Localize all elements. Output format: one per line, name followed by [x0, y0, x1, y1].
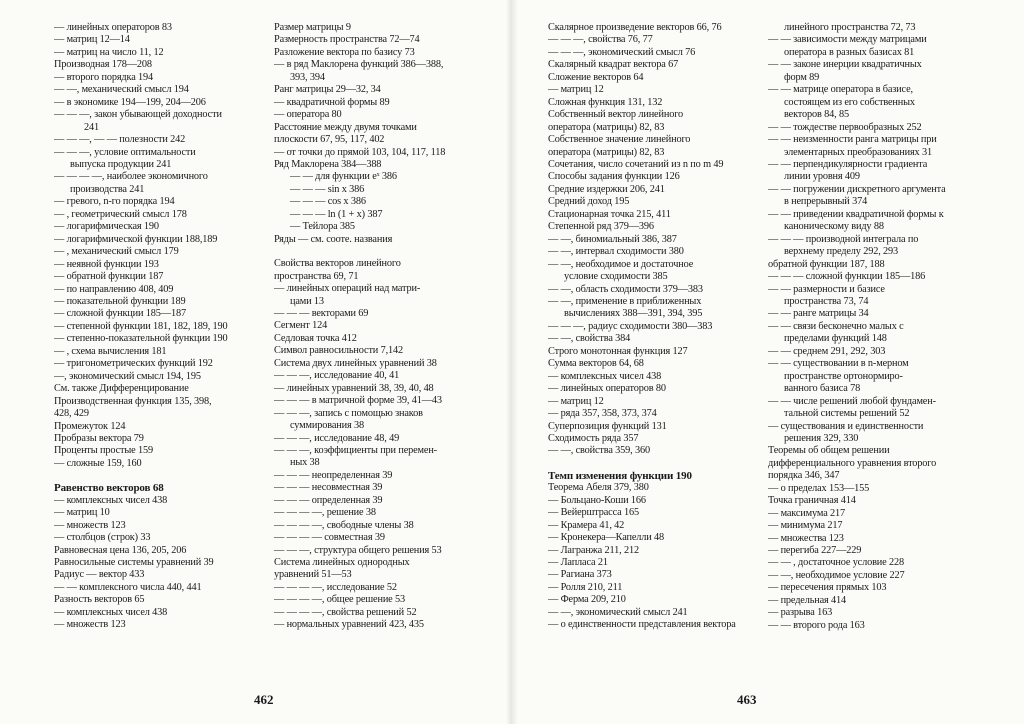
- index-entry: Равенство векторов 68: [54, 482, 164, 495]
- index-entry: — степенно-показательной функции 190: [54, 333, 228, 345]
- index-entry: в непрерывный 374: [784, 196, 868, 208]
- index-entry: Теоремы об общем решении: [768, 445, 890, 457]
- index-entry: — —, необходимое и достаточное: [548, 258, 694, 270]
- index-entry: — матриц 12: [548, 84, 604, 96]
- index-entry: — — — в матричной форме 39, 41—43: [274, 395, 442, 407]
- index-entry: тальной системы решений 52: [784, 408, 910, 420]
- index-entry: — Рагиана 373: [548, 569, 612, 581]
- index-entry: — оператора 80: [274, 109, 342, 121]
- index-entry: — — числе решений любой фундамен-: [768, 395, 936, 407]
- index-entry: — — для функции eˣ 386: [290, 171, 397, 183]
- index-entry: — —, необходимое условие 227: [768, 569, 905, 581]
- index-entry: — в экономике 194—199, 204—206: [54, 96, 206, 108]
- index-entry: — Лапласа 21: [548, 557, 608, 569]
- index-entry: — — ранге матрицы 34: [768, 308, 869, 320]
- index-entry: состоящем из его собственных: [784, 96, 915, 108]
- index-entry: Расстояние между двумя точками: [274, 121, 417, 133]
- index-entry: Производственная функция 135, 398,: [54, 395, 212, 407]
- index-entry: решения 329, 330: [784, 432, 859, 444]
- index-entry: Скалярный квадрат вектора 67: [548, 59, 679, 71]
- index-entry: — второго порядка 194: [54, 71, 154, 83]
- index-entry: Собственное значение линейного: [548, 134, 691, 146]
- index-entry: — сложные 159, 160: [54, 457, 142, 469]
- index-entry: — — —, запись с помощью знаков: [274, 407, 423, 419]
- index-entry: — Ролля 210, 211: [548, 581, 623, 593]
- index-entry: цами 13: [290, 295, 324, 307]
- index-entry: — минимума 217: [768, 520, 843, 532]
- index-entry: — матриц 12: [548, 395, 604, 407]
- index-entry: — — —, экономический смысл 76: [548, 46, 696, 58]
- index-entry: — линейных уравнений 38, 39, 40, 48: [274, 382, 434, 394]
- index-entry: — по направлению 408, 409: [54, 283, 174, 295]
- index-entry: Скалярное произведение векторов 66, 76: [548, 22, 722, 33]
- index-entry: — —, механический смысл 194: [54, 84, 189, 96]
- index-entry: — сложной функции 185—187: [54, 308, 186, 320]
- index-entry: оператора (матрицы) 82, 83: [548, 121, 665, 133]
- index-entry: — тригонометрических функций 192: [54, 358, 213, 370]
- index-entry: 428, 429: [54, 408, 89, 420]
- index-entry: дифференциального уравнения второго: [768, 457, 937, 469]
- index-entry: — — зависимости между матрицами: [768, 34, 927, 46]
- index-entry: Свойства векторов линейного: [274, 258, 401, 270]
- index-entry: — от точки до прямой 103, 104, 117, 118: [274, 146, 446, 158]
- index-entry: — пересечения прямых 103: [768, 582, 887, 594]
- index-entry: — — — — совместная 39: [274, 532, 385, 544]
- index-entry: Строго монотонная функция 127: [548, 345, 688, 357]
- index-entry: Промежуток 124: [54, 420, 126, 432]
- index-entry: — перегиба 227—229: [768, 545, 862, 557]
- index-entry: — —, свойства 359, 360: [548, 445, 651, 457]
- index-entry: пределами функций 148: [784, 333, 887, 345]
- index-entry: — — — —, общее решение 53: [274, 594, 406, 606]
- index-entry: — существования и единственности: [768, 420, 924, 432]
- book-gutter: [506, 0, 518, 724]
- index-entry: Темп изменения функции 190: [548, 469, 692, 482]
- index-entry: — Вейерштрасса 165: [548, 507, 639, 519]
- index-entry: — — — —, решение 38: [274, 507, 376, 519]
- index-entry: — предельная 414: [768, 594, 847, 606]
- index-entry: Размер матрицы 9: [274, 22, 351, 33]
- index-entry: — — — производной интеграла по: [768, 233, 919, 245]
- index-entry: векторов 84, 85: [784, 109, 849, 121]
- index-entry: — комплексных чисел 438: [54, 494, 168, 506]
- index-entry: выпуска продукции 241: [70, 158, 172, 170]
- index-entry: верхнему пределу 292, 293: [784, 246, 899, 258]
- index-entry: Теорема Абеля 379, 380: [548, 482, 649, 494]
- index-entry: — матриц на число 11, 12: [54, 46, 164, 58]
- index-entry: Ряд Маклорена 384—388: [274, 158, 382, 170]
- index-entry: См. также Дифференцирование: [54, 383, 189, 395]
- index-entry: Сложная функция 131, 132: [548, 96, 663, 108]
- index-entry: Сложение векторов 64: [548, 71, 644, 83]
- index-entry: — — —, свойства 76, 77: [548, 34, 653, 46]
- index-entry: — , схема вычисления 181: [54, 345, 167, 357]
- index-entry: Равновесная цена 136, 205, 206: [54, 544, 187, 556]
- index-entry: — — — —, свойства решений 52: [274, 606, 417, 618]
- index-entry: — Больцано-Коши 166: [548, 494, 646, 506]
- index-entry: — — —, структура общего решения 53: [274, 544, 442, 556]
- index-entry: — о единственности представления вектора: [548, 619, 736, 631]
- index-entry: Седловая точка 412: [274, 332, 357, 344]
- index-entry: форм 89: [784, 71, 820, 83]
- index-entry: — показательной функции 189: [54, 295, 186, 307]
- index-entry: Сумма векторов 64, 68: [548, 358, 644, 370]
- index-entry: — линейных операторов 83: [54, 22, 172, 33]
- index-column-2: [274, 22, 506, 632]
- index-entry: — — — векторами 69: [274, 307, 369, 319]
- index-entry: Средние издержки 206, 241: [548, 183, 665, 195]
- index-entry: — , геометрический смысл 178: [54, 208, 187, 220]
- index-entry: — — среднем 291, 292, 303: [768, 345, 886, 357]
- index-entry: — — —, исследование 40, 41: [274, 370, 400, 382]
- index-entry: Разложение вектора по базису 73: [274, 46, 415, 58]
- index-entry: —, экономический смысл 194, 195: [54, 370, 201, 382]
- index-entry: — — —, закон убывающей доходности: [54, 109, 222, 121]
- index-entry: порядка 346, 347: [768, 470, 840, 482]
- index-entry: — —, применение в приближенных: [548, 295, 702, 307]
- index-entry: Сегмент 124: [274, 320, 328, 332]
- index-entry: — ряда 357, 358, 373, 374: [548, 408, 657, 420]
- index-entry: — о пределах 153—155: [768, 482, 870, 494]
- index-entry: обратной функции 187, 188: [768, 258, 885, 270]
- index-column-1: [54, 22, 286, 632]
- index-entry: Пробразы вектора 79: [54, 432, 144, 444]
- index-entry: — , механический смысл 179: [54, 246, 179, 258]
- index-entry: — обратной функции 187: [54, 271, 164, 283]
- index-entry: — — матрице оператора в базисе,: [768, 84, 913, 96]
- index-entry: ных 38: [290, 457, 320, 469]
- index-entry: — матриц 10: [54, 507, 110, 519]
- index-entry: — — приведении квадратичной формы к: [768, 208, 944, 220]
- index-entry: Проценты простые 159: [54, 445, 153, 457]
- index-entry: оператора (матрицы) 82, 83: [548, 146, 665, 158]
- index-entry: — комплексных чисел 438: [548, 370, 662, 382]
- index-entry: — — второго рода 163: [768, 619, 865, 631]
- index-entry: — — , достаточное условие 228: [768, 557, 905, 569]
- index-entry: Собственный вектор линейного: [548, 109, 684, 121]
- index-entry: — — связи бесконечно малых с: [768, 320, 904, 332]
- index-entry: — —, свойства 384: [548, 333, 631, 345]
- index-entry: Система линейных однородных: [274, 557, 410, 569]
- index-entry: — — — несовместная 39: [274, 482, 383, 494]
- index-entry: — гревого, n-го порядка 194: [54, 196, 175, 208]
- index-entry: — неявной функции 193: [54, 258, 159, 270]
- index-entry: — —, биномиальный 386, 387: [548, 233, 677, 245]
- index-entry: Ранг матрицы 29—32, 34: [274, 84, 381, 96]
- index-entry: — Ферма 209, 210: [548, 594, 626, 606]
- index-entry: — столбцов (строк) 33: [54, 532, 151, 544]
- index-entry: — — — cos x 386: [290, 196, 366, 208]
- index-entry: — — —, условие оптимальности: [54, 146, 196, 158]
- index-entry: — — —, радиус сходимости 380—383: [548, 320, 713, 332]
- index-entry: — множеств 123: [54, 519, 126, 531]
- index-entry: ванного базиса 78: [784, 383, 861, 395]
- index-entry: — нормальных уравнений 423, 435: [274, 619, 424, 631]
- index-entry: 393, 394: [290, 71, 325, 83]
- index-entry: Система двух линейных уравнений 38: [274, 357, 437, 369]
- index-entry: плоскости 67, 95, 117, 402: [274, 134, 385, 146]
- index-entry: — — — неопределенная 39: [274, 469, 393, 481]
- index-entry: линии уровня 409: [784, 171, 860, 183]
- index-entry: — Крамера 41, 42: [548, 519, 625, 531]
- page-number-right: 463: [737, 692, 757, 707]
- index-entry: Суперпозиция функций 131: [548, 420, 667, 432]
- index-entry: — Тейлора 385: [290, 221, 355, 233]
- index-entry: — —, экономический смысл 241: [548, 606, 688, 618]
- index-entry: Точка граничная 414: [768, 495, 856, 507]
- index-entry: — максимума 217: [768, 507, 846, 519]
- index-entry: — квадратичной формы 89: [274, 96, 390, 108]
- index-entry: вычислениях 388—391, 394, 395: [564, 308, 703, 320]
- index-entry: пространстве ортонормиро-: [784, 370, 903, 382]
- index-entry: суммирования 38: [290, 420, 364, 432]
- index-entry: Стационарная точка 215, 411: [548, 208, 671, 220]
- index-entry: — — —, исследование 48, 49: [274, 432, 400, 444]
- index-entry: оператора в разных базисах 81: [784, 46, 915, 58]
- index-entry: — — —, — — полезности 242: [54, 134, 186, 146]
- index-entry: — — комплексного числа 440, 441: [54, 581, 202, 593]
- index-entry: элементарных преобразованиях 31: [784, 146, 932, 158]
- page-number-left: 462: [254, 692, 274, 707]
- index-entry: Символ равносильности 7,142: [274, 345, 404, 357]
- index-column-3: [548, 22, 780, 632]
- index-entry: 241: [84, 121, 99, 133]
- index-entry: Размерность пространства 72—74: [274, 34, 420, 46]
- index-entry: — — погружении дискретного аргумента: [768, 183, 946, 195]
- index-entry: Радиус — вектор 433: [54, 569, 145, 581]
- index-entry: — —, область сходимости 379—383: [548, 283, 703, 295]
- index-column-4: [768, 22, 1012, 632]
- index-entry: Степенной ряд 379—396: [548, 221, 654, 233]
- index-entry: — — — сложной функции 185—186: [768, 271, 926, 283]
- index-entry: Сочетания, число сочетаний из n по m 49: [548, 158, 724, 170]
- index-entry: линейного пространства 72, 73: [784, 22, 916, 33]
- index-entry: Равносильные системы уравнений 39: [54, 557, 214, 569]
- index-entry: — множеств 123: [54, 619, 126, 631]
- index-entry: — степенной функции 181, 182, 189, 190: [54, 320, 228, 332]
- index-entry: уравнений 51—53: [274, 569, 352, 581]
- index-entry: — Кронекера—Капелли 48: [548, 532, 665, 544]
- index-entry: Средний доход 195: [548, 196, 630, 208]
- index-entry: — —, интервал сходимости 380: [548, 246, 684, 258]
- index-entry: условие сходимости 385: [564, 271, 668, 283]
- index-entry: — — неизменности ранга матрицы при: [768, 134, 937, 146]
- index-entry: — — тождестве первообразных 252: [768, 121, 922, 133]
- index-entry: — множества 123: [768, 532, 844, 544]
- index-entry: — — — —, исследование 52: [274, 581, 397, 593]
- index-entry: — линейных операторов 80: [548, 383, 666, 395]
- index-entry: пространства 73, 74: [784, 295, 869, 307]
- index-entry: — — —, коэффициенты при перемен-: [274, 444, 437, 456]
- index-entry: Сходимость ряда 357: [548, 432, 639, 444]
- index-entry: — — — sin x 386: [290, 183, 365, 195]
- index-entry: — — — —, свободные члены 38: [274, 519, 414, 531]
- index-entry: — — размерности и базисе: [768, 283, 885, 295]
- index-entry: — линейных операций над матри-: [274, 283, 421, 295]
- index-entry: — — — ln (1 + x) 387: [290, 208, 383, 220]
- index-entry: — логарифмическая 190: [54, 221, 159, 233]
- index-entry: Способы задания функции 126: [548, 171, 680, 183]
- index-entry: — — — определенная 39: [274, 494, 383, 506]
- index-entry: Ряды — см. сооте. названия: [274, 233, 393, 245]
- index-entry: — — существовании в n-мерном: [768, 358, 909, 370]
- index-entry: каноническому виду 88: [784, 221, 884, 233]
- index-entry: — в ряд Маклорена функций 386—388,: [274, 59, 444, 71]
- index-entry: — разрыва 163: [768, 607, 833, 619]
- index-entry: Производная 178—208: [54, 59, 152, 71]
- index-entry: — комплексных чисел 438: [54, 606, 168, 618]
- index-entry: — матриц 12—14: [54, 34, 130, 46]
- index-entry: — — законе инерции квадратичных: [768, 59, 922, 71]
- index-entry: пространства 69, 71: [274, 270, 359, 282]
- index-entry: — Лагранжа 211, 212: [548, 544, 639, 556]
- index-entry: Разность векторов 65: [54, 594, 145, 606]
- index-entry: — — — —, наиболее экономичного: [54, 171, 208, 183]
- index-entry: — — перпендикулярности градиента: [768, 158, 928, 170]
- index-entry: производства 241: [70, 183, 145, 195]
- index-entry: — логарифмической функции 188,189: [54, 233, 218, 245]
